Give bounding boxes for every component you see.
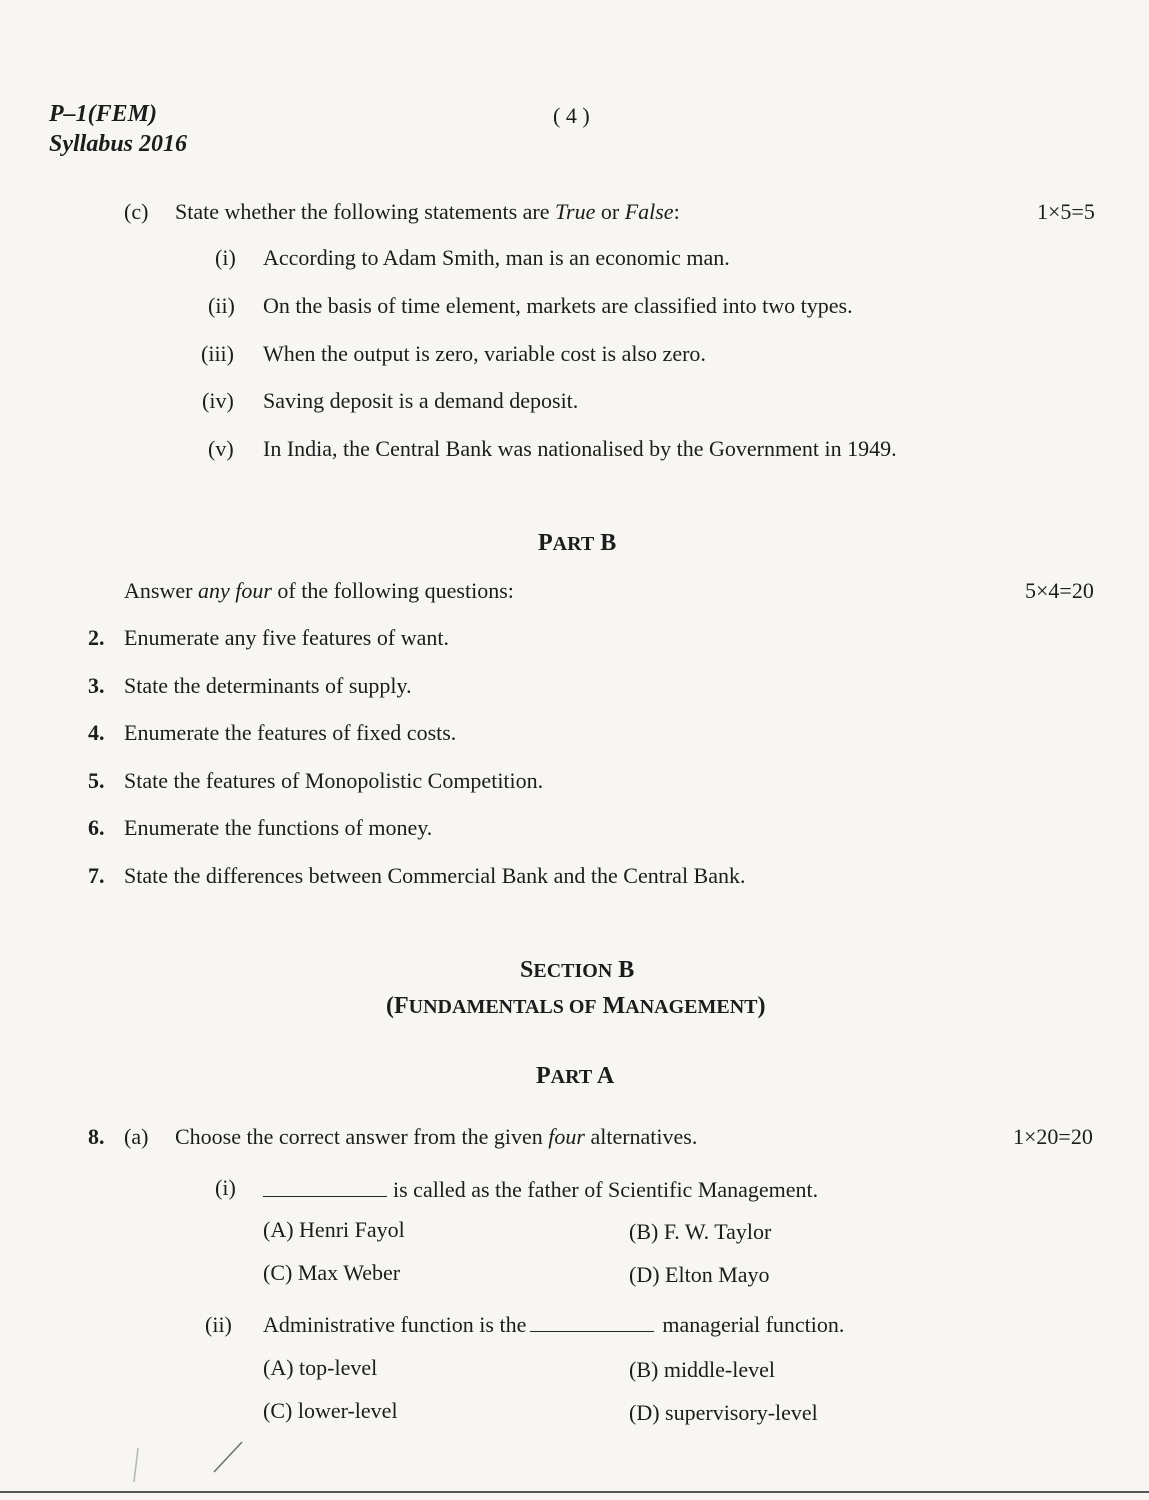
true-word: True bbox=[555, 199, 596, 224]
question-text: State the determinants of supply. bbox=[124, 673, 412, 698]
q1c-item-num: (ii) bbox=[208, 293, 235, 318]
option: (B) F. W. Taylor bbox=[629, 1219, 772, 1244]
sub-question-post: managerial function. bbox=[662, 1312, 845, 1337]
sub-question-number: (ii) bbox=[205, 1312, 232, 1337]
paren-close: ) bbox=[757, 993, 766, 1019]
part-b-instruction bbox=[124, 578, 514, 604]
page-number: ( 4 ) bbox=[553, 103, 590, 128]
paren-open: ( bbox=[386, 993, 394, 1019]
question-number: 3. bbox=[88, 673, 105, 698]
question-text: Enumerate any five features of want. bbox=[124, 625, 449, 650]
page-bottom-border bbox=[0, 1491, 1149, 1493]
answer-blank bbox=[530, 1313, 654, 1332]
word-anagement: ANAGEMENT bbox=[625, 996, 758, 1018]
q1c-item-text: In India, the Central Bank was nationalised by the Government in 1949. bbox=[263, 436, 897, 461]
question-number: 6. bbox=[88, 815, 105, 840]
sub-question-text bbox=[263, 1177, 818, 1203]
heading-letter: A bbox=[592, 1063, 615, 1089]
question-text: State the differences between Commercial Bank and the Central Bank. bbox=[124, 863, 746, 888]
q1c-label: (c) bbox=[124, 199, 149, 224]
initial-m: M bbox=[596, 993, 626, 1019]
q1c-item-num: (v) bbox=[208, 436, 234, 461]
question-number: 5. bbox=[88, 768, 105, 793]
part-a-heading bbox=[536, 1063, 614, 1090]
q1c-item-text: When the output is zero, variable cost is also zero. bbox=[263, 341, 706, 366]
q8-label: (a) bbox=[124, 1124, 149, 1149]
instruction-em: four bbox=[548, 1124, 585, 1149]
option: (C) Max Weber bbox=[263, 1260, 401, 1285]
instruction-post: of the following questions: bbox=[271, 578, 514, 603]
question-number: 8. bbox=[88, 1124, 105, 1149]
option: (A) Henri Fayol bbox=[263, 1217, 405, 1242]
sub-question-body: is called as the father of Scientific Management. bbox=[393, 1177, 819, 1202]
sub-question-text bbox=[263, 1312, 844, 1338]
section-b-subtitle bbox=[386, 993, 766, 1020]
q1c-instruction-text: State whether the following statements are bbox=[175, 199, 555, 224]
option: (D) supervisory-level bbox=[629, 1400, 818, 1425]
heading-rest: ART bbox=[552, 533, 595, 555]
q1c-item-text: Saving deposit is a demand deposit. bbox=[263, 388, 579, 413]
q1c-item-num: (iv) bbox=[202, 388, 234, 413]
q1c-item-text: According to Adam Smith, man is an economic man. bbox=[263, 245, 730, 270]
q1c-instruction bbox=[175, 199, 680, 225]
sub-question-number: (i) bbox=[215, 1175, 236, 1200]
option: (C) lower-level bbox=[263, 1398, 398, 1423]
option: (D) Elton Mayo bbox=[629, 1262, 770, 1287]
question-number: 2. bbox=[88, 625, 105, 650]
heading-rest: ART bbox=[550, 1066, 593, 1088]
false-word: False bbox=[624, 199, 674, 224]
title-letter: B bbox=[612, 957, 635, 983]
q1c-item-num: (iii) bbox=[201, 341, 234, 366]
title-rest: ECTION bbox=[533, 960, 613, 982]
question-number: 7. bbox=[88, 863, 105, 888]
section-b-title bbox=[520, 957, 634, 984]
option: (B) middle-level bbox=[629, 1357, 776, 1382]
pen-mark bbox=[214, 1442, 242, 1472]
q8-instruction bbox=[175, 1124, 697, 1150]
question-text: State the features of Monopolistic Competition. bbox=[124, 768, 544, 793]
q1c-item-text: On the basis of time element, markets are classified into two types. bbox=[263, 293, 853, 318]
option: (A) top-level bbox=[263, 1355, 378, 1380]
initial-f: F bbox=[394, 993, 409, 1019]
colon: : bbox=[673, 199, 680, 224]
question-text: Enumerate the features of fixed costs. bbox=[124, 720, 457, 745]
or-word: or bbox=[595, 199, 625, 224]
instruction-post: alternatives. bbox=[584, 1124, 698, 1149]
instruction-em: any four bbox=[197, 578, 272, 603]
heading-initial: P bbox=[538, 530, 553, 556]
pen-marks bbox=[120, 1440, 260, 1490]
heading-initial: P bbox=[536, 1063, 551, 1089]
sub-question-pre: Administrative function is the bbox=[263, 1312, 527, 1337]
part-b-marks: 5×4=20 bbox=[1025, 578, 1094, 603]
pen-mark bbox=[134, 1448, 138, 1482]
question-text: Enumerate the functions of money. bbox=[124, 815, 433, 840]
instruction-pre: Choose the correct answer from the given bbox=[175, 1124, 549, 1149]
word-undamentals: UNDAMENTALS OF bbox=[408, 996, 597, 1018]
part-b-heading bbox=[538, 530, 616, 557]
instruction-pre: Answer bbox=[124, 578, 198, 603]
question-number: 4. bbox=[88, 720, 105, 745]
title-initial: S bbox=[520, 957, 534, 983]
q8-marks: 1×20=20 bbox=[1013, 1124, 1093, 1149]
syllabus-year: Syllabus 2016 bbox=[49, 131, 188, 157]
paper-code: P–1(FEM) bbox=[49, 101, 157, 127]
heading-letter: B bbox=[594, 530, 617, 556]
answer-blank bbox=[263, 1178, 387, 1197]
q1c-marks: 1×5=5 bbox=[1037, 199, 1095, 224]
q1c-item-num: (i) bbox=[215, 245, 236, 270]
